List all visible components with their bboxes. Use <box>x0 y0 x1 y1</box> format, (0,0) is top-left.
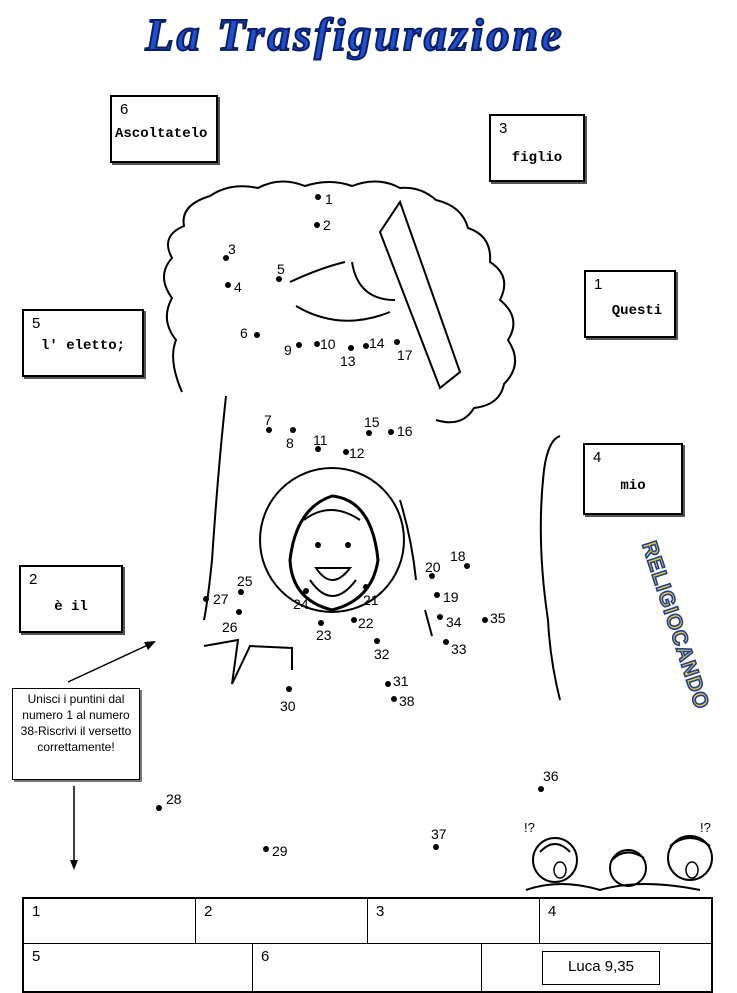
word-box-number: 3 <box>499 120 508 137</box>
dot-35[interactable] <box>482 617 488 623</box>
dot-label: 20 <box>425 559 441 575</box>
dot-30[interactable] <box>286 686 292 692</box>
dot-label: 8 <box>286 435 294 451</box>
answer-cell-number: 6 <box>261 948 270 965</box>
dot-label: 28 <box>166 791 182 807</box>
dot-label: 5 <box>277 261 285 277</box>
word-box-1 <box>584 270 676 338</box>
answer-cell-6[interactable] <box>252 943 482 992</box>
dot-label: 29 <box>272 843 288 859</box>
dot-label: 36 <box>543 768 559 784</box>
dot-29[interactable] <box>263 846 269 852</box>
word-box-4 <box>583 443 683 515</box>
dot-label: 19 <box>443 589 459 605</box>
dot-label: 13 <box>340 353 356 369</box>
dot-31[interactable] <box>385 681 391 687</box>
dot-21[interactable] <box>363 584 369 590</box>
dot-26[interactable] <box>236 609 242 615</box>
dot-15[interactable] <box>366 430 372 436</box>
word-box-number: 1 <box>594 276 603 293</box>
dot-9[interactable] <box>296 342 302 348</box>
dot-17[interactable] <box>394 339 400 345</box>
dot-6[interactable] <box>254 332 260 338</box>
dot-label: 4 <box>234 279 242 295</box>
word-box-number: 5 <box>32 315 41 332</box>
word-box-6 <box>110 95 218 163</box>
religiocando-logo <box>630 538 714 776</box>
dot-4[interactable] <box>225 282 231 288</box>
dot-label: 14 <box>369 335 385 351</box>
dot-25[interactable] <box>238 589 244 595</box>
dot-28[interactable] <box>156 805 162 811</box>
dot-33[interactable] <box>443 639 449 645</box>
answer-cell-1[interactable] <box>23 898 196 944</box>
dot-label: 25 <box>237 573 253 589</box>
word-box-word: mio <box>620 478 646 494</box>
dot-38[interactable] <box>391 696 397 702</box>
word-box-word: Questi <box>611 303 663 319</box>
svg-text:RELIGIOCANDO: RELIGIOCANDO <box>637 538 714 713</box>
word-box-word: l' eletto; <box>40 338 125 354</box>
instruction-box: Unisci i puntini dal numero 1 al numero 38-Riscrivi il versetto correttamente! <box>12 688 140 780</box>
word-box-word: figlio <box>511 150 563 166</box>
dot-27[interactable] <box>203 596 209 602</box>
dot-label: 33 <box>451 641 467 657</box>
dot-label: 23 <box>316 627 332 643</box>
dot-23[interactable] <box>318 620 324 626</box>
answer-cell-3[interactable] <box>367 898 540 944</box>
dot-label: 11 <box>313 432 328 448</box>
title-text: La Trasfigurazione <box>145 9 565 60</box>
dot-label: 18 <box>450 548 466 564</box>
word-box-number: 4 <box>593 449 602 466</box>
dot-label: 12 <box>349 445 365 461</box>
dot-label: 35 <box>490 610 506 626</box>
answer-cell-4[interactable] <box>539 898 712 944</box>
dot-label: 21 <box>363 592 379 608</box>
dot-label: 27 <box>213 591 229 607</box>
answer-cell-5[interactable] <box>23 943 253 992</box>
answer-cell-number: 4 <box>548 903 557 920</box>
dot-2[interactable] <box>314 222 320 228</box>
dot-label: 26 <box>222 619 238 635</box>
dot-label: 15 <box>364 414 380 430</box>
answer-cell-number: 1 <box>32 903 41 920</box>
word-box-word: Ascoltatelo <box>115 126 208 142</box>
dot-label: 17 <box>397 347 413 363</box>
word-box-2 <box>19 565 123 633</box>
dot-label: 38 <box>399 693 415 709</box>
dot-label: 10 <box>320 336 336 352</box>
word-box-word: è il <box>54 599 88 615</box>
dot-19[interactable] <box>434 592 440 598</box>
dot-label: 9 <box>284 342 292 358</box>
dot-1[interactable] <box>315 194 321 200</box>
dot-label: 34 <box>446 614 462 630</box>
dot-32[interactable] <box>374 638 380 644</box>
dot-label: 16 <box>397 423 413 439</box>
dot-37[interactable] <box>433 844 439 850</box>
dot-label: 6 <box>240 325 248 341</box>
dot-label: 37 <box>431 826 447 842</box>
dot-label: 32 <box>374 646 390 662</box>
answer-cell-number: 2 <box>204 903 213 920</box>
dot-8[interactable] <box>290 427 296 433</box>
dot-16[interactable] <box>388 429 394 435</box>
dot-label: 24 <box>293 596 309 612</box>
dot-22[interactable] <box>351 617 357 623</box>
dot-24[interactable] <box>303 588 309 594</box>
word-box-3 <box>489 114 585 182</box>
dot-34[interactable] <box>437 614 443 620</box>
answer-cell-2[interactable] <box>195 898 368 944</box>
dot-label: 1 <box>325 191 333 207</box>
dot-36[interactable] <box>538 786 544 792</box>
bible-reference: Luca 9,35 <box>542 951 660 985</box>
svg-text:!?: !? <box>524 820 535 835</box>
dot-label: 3 <box>228 241 236 257</box>
dot-label: 7 <box>264 412 272 428</box>
svg-text:!?: !? <box>700 820 711 835</box>
dot-label: 2 <box>323 217 331 233</box>
word-box-number: 2 <box>29 571 38 588</box>
dot-label: 22 <box>358 615 374 631</box>
answer-cell-number: 3 <box>376 903 385 920</box>
word-box-number: 6 <box>120 101 129 118</box>
dot-13[interactable] <box>348 345 354 351</box>
dot-label: 31 <box>393 673 409 689</box>
answer-cell-number: 5 <box>32 948 41 965</box>
dot-label: 30 <box>280 698 296 714</box>
word-box-5 <box>22 309 144 377</box>
